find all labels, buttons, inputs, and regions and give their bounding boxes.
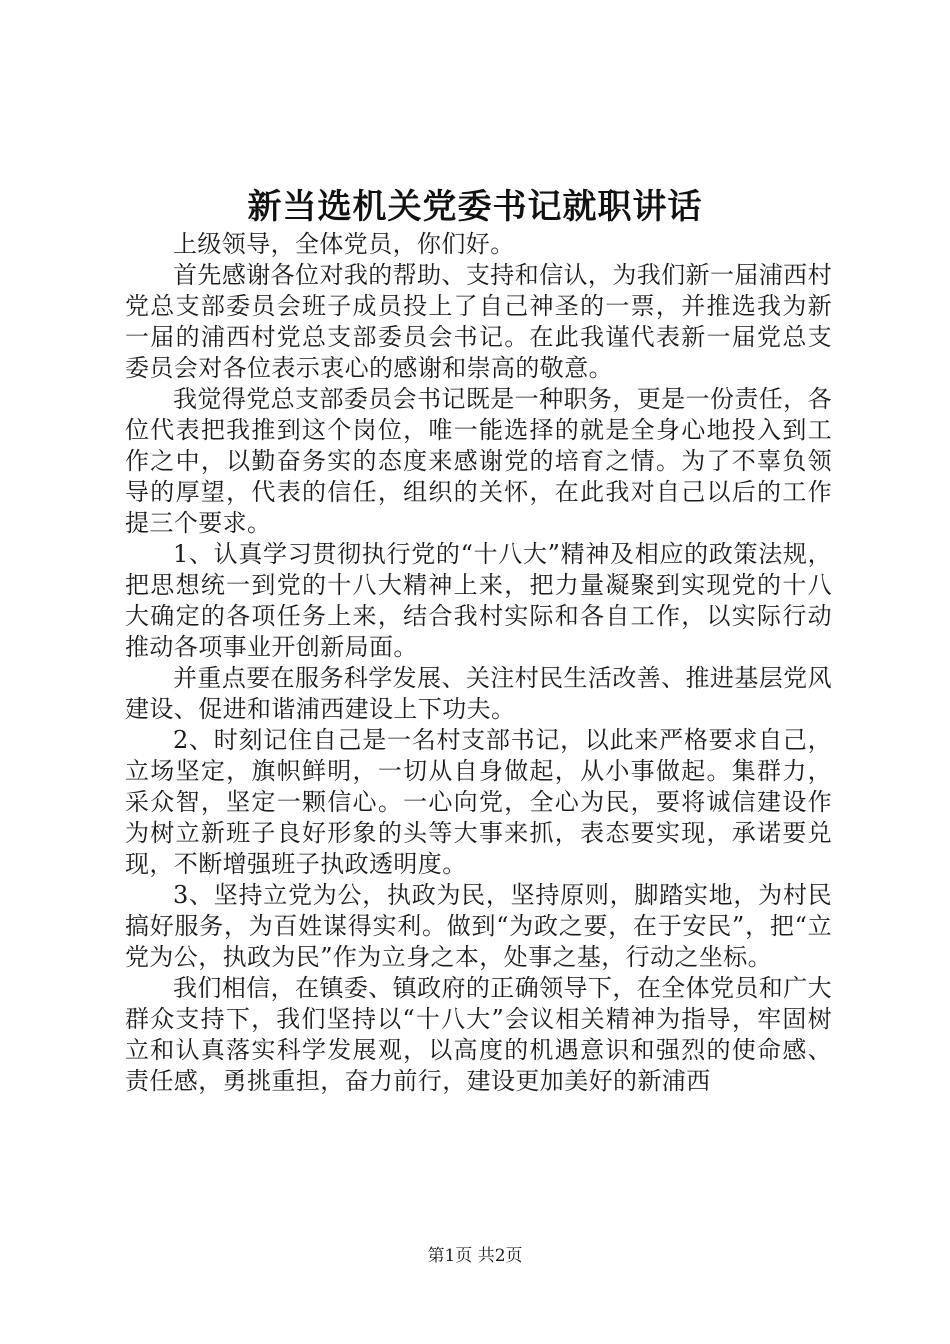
document-title: 新当选机关党委书记就职讲话 bbox=[247, 187, 703, 227]
paragraph-closing: 我们相信，在镇委、镇政府的正确领导下，在全体党员和广大群众支持下，我们坚持以“十八大”会议相关精神为指导，牢固树立和认真落实科学发展观，以高度的机遇意识和强烈的使命感、责任感，勇挑重担，奋力前行，建设更加美好的新浦西 bbox=[125, 974, 832, 1095]
paragraph-responsibility: 我觉得党总支部委员会书记既是一种职务，更是一份责任，各位代表把我推到这个岗位，唯一能选择的就是全身心地投入到工作之中，以勤奋务实的态度来感谢党的培育之情。为了不辜负领导的厚望，代表的信任，组织的关怀，在此我对自己以后的工作提三个要求。 bbox=[125, 385, 832, 537]
paragraph-requirement-1: 1、认真学习贯彻执行党的“十八大”精神及相应的政策法规，把思想统一到党的十八大精神上来，把力量凝聚到实现党的十八大确定的各项任务上来，结合我村实际和各自工作，以实际行动推动各项事业开创新局面。 bbox=[125, 540, 832, 661]
paragraph-thanks: 首先感谢各位对我的帮助、支持和信认，为我们新一届浦西村党总支部委员会班子成员投上了自己神圣的一票，并推选我为新一届的浦西村党总支部委员会书记。在此我谨代表新一届党总支委员会对各位表示衷心的感谢和崇高的敬意。 bbox=[125, 261, 832, 382]
paragraph-requirement-3: 3、坚持立党为公，执政为民，坚持原则，脚踏实地，为村民搞好服务，为百姓谋得实利。做到“为政之要，在于安民”，把“立党为公，执政为民”作为立身之本，处事之基，行动之坐标。 bbox=[125, 881, 832, 971]
paragraph-greeting: 上级领导，全体党员，你们好。 bbox=[173, 230, 515, 258]
paragraph-focus: 并重点要在服务科学发展、关注村民生活改善、推进基层党风建设、促进和谐浦西建设上下功夫。 bbox=[125, 664, 832, 723]
document-body bbox=[125, 229, 832, 1097]
page-number-footer: 第1页 共2页 bbox=[427, 1246, 523, 1266]
paragraph-requirement-2: 2、时刻记住自己是一名村支部书记，以此来严格要求自己，立场坚定，旗帜鲜明，一切从自身做起，从小事做起。集群力，采众智，坚定一颗信心。一心向党，全心为民，要将诚信建设作为树立新班子良好形象的头等大事来抓，表态要实现，承诺要兑现，不断增强班子执政透明度。 bbox=[125, 726, 832, 878]
